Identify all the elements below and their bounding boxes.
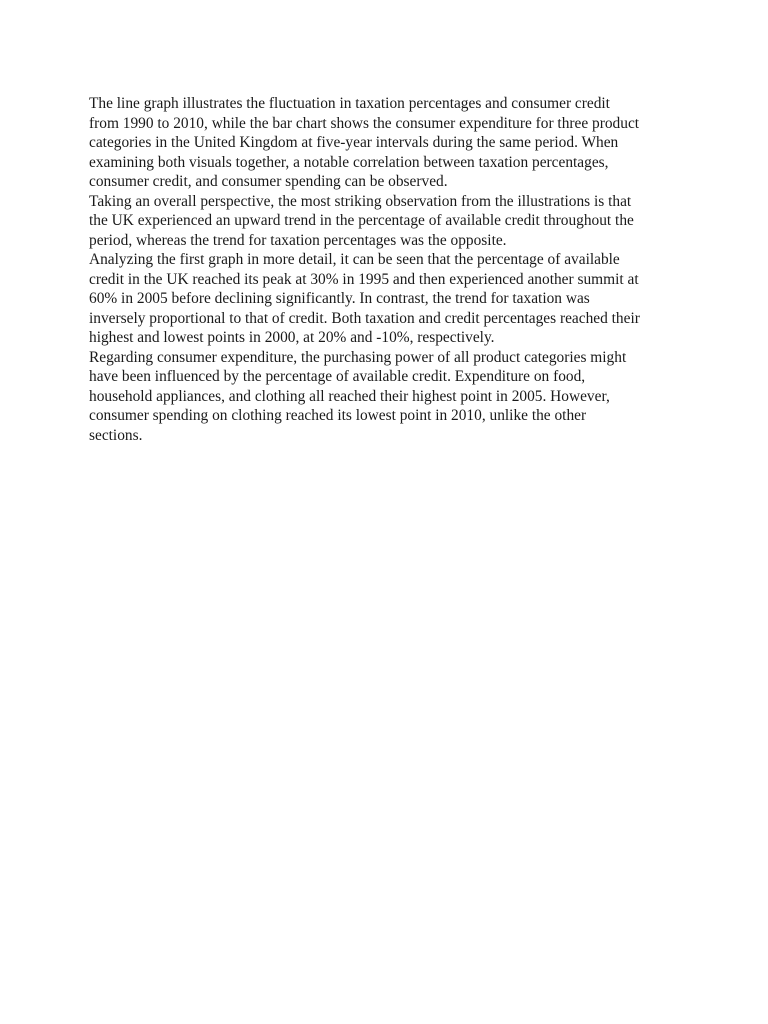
text-line: The line graph illustrates the fluctuation in taxation percentages and consumer credit <box>89 95 610 112</box>
text-line: inversely proportional to that of credit. Both taxation and credit percentages reached their <box>89 309 640 327</box>
text-line: examining both visuals together, a notable correlation between taxation percentages, <box>89 153 609 171</box>
text-line: consumer spending on clothing reached its lowest point in 2010, unlike the other <box>89 407 587 424</box>
text-line: highest and lowest points in 2000, at 20% and -10%, respectively. <box>89 329 495 346</box>
text-line: credit in the UK reached its peak at 30% in 1995 and then experienced another summit at <box>89 270 639 288</box>
text-line: consumer credit, and consumer spending can be observed. <box>89 173 448 190</box>
text-line: from 1990 to 2010, while the bar chart shows the consumer expenditure for three product <box>89 114 640 132</box>
paragraph-detail <box>89 250 640 348</box>
text-line: Regarding consumer expenditure, the purchasing power of all product categories might <box>89 348 627 366</box>
text-line: 60% in 2005 before declining significantly. In contrast, the trend for taxation was <box>89 290 590 307</box>
text-line: Taking an overall perspective, the most striking observation from the illustrations is that <box>89 192 632 210</box>
paragraph-intro <box>89 94 640 192</box>
text-line: categories in the United Kingdom at five-year intervals during the same period. When <box>89 134 619 151</box>
text-line: period, whereas the trend for taxation percentages was the opposite. <box>89 231 507 249</box>
text-line: the UK experienced an upward trend in the percentage of available credit throughout the <box>89 212 634 229</box>
text-line: household appliances, and clothing all reached their highest point in 2005. However, <box>89 387 610 405</box>
text-line: have been influenced by the percentage of available credit. Expenditure on food, <box>89 368 586 385</box>
essay-text <box>89 94 640 445</box>
text-line: sections. <box>89 426 143 444</box>
text-line: Analyzing the first graph in more detail, it can be seen that the percentage of available <box>89 251 620 268</box>
paragraph-overview <box>89 192 634 251</box>
paragraph-expenditure <box>89 348 629 446</box>
